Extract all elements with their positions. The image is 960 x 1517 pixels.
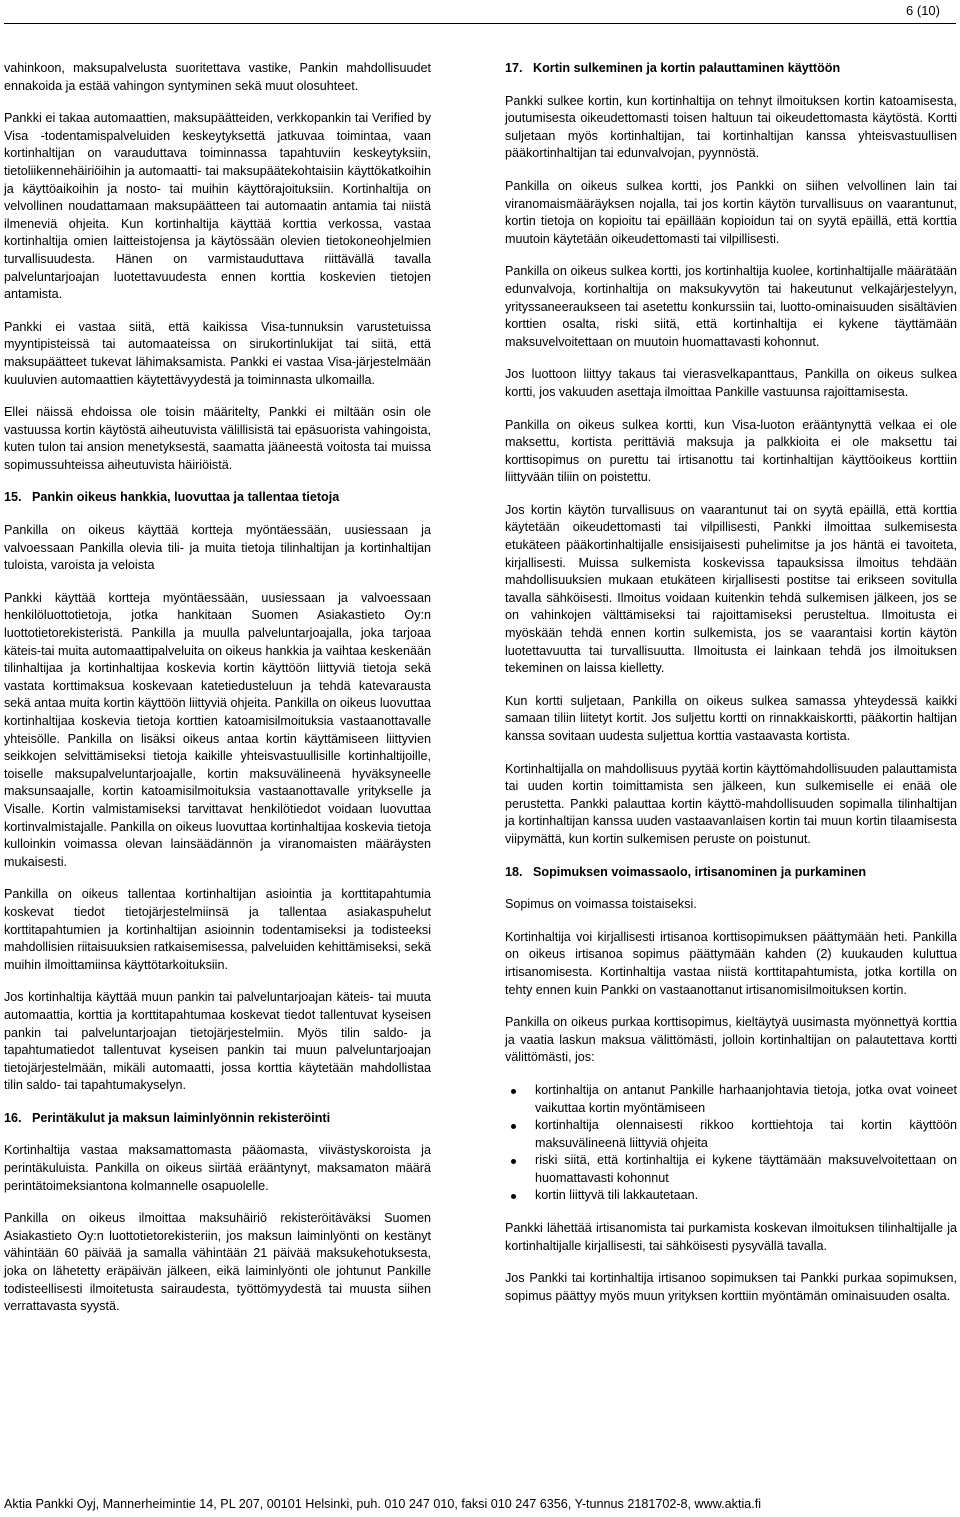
paragraph: Kortinhaltija vastaa maksamattomasta pääomasta, viivästyskoroista ja perintäkuluista. Pankilla on oikeus siirtää erääntynyt, maksamaton määrä perintätoimeksiantona kolmannelle osapuolelle. [4,1143,431,1193]
section-title: Kortin sulkeminen ja kortin palauttaminen käyttöön [533,61,841,75]
list-item: kortinhaltija on antanut Pankille harhaanjohtavia tietoja, jotka ovat voineet vaikuttaa kortin myöntämiseen [535,1082,957,1117]
paragraph: Pankilla on oikeus sulkea kortti, jos kortinhaltija kuolee, kortinhaltijalle määrätään edunvalvoja, kortinhaltija on maksukyvytön tai hakeutunut velkajärjestelyyn, yrityssaneeraukseen tai asetettu konkurssiin tai, luotto-ominaisuuden sisältävien korttien osalta, riski siitä, että kortinhaltija ei kykene täyttämään maksuvelvoitettaan on muutoin huomattavasti kohonnut. [505,264,957,349]
paragraph: Pankilla on oikeus sulkea kortti, kun Visa-luoton erääntynyttä velkaa ei ole maksettu, kortista perittäviä maksuja ja palkkioita ei ole maksettu tai korttisopimus on purettu tai irtisanottu tai kortinhaltijan käyttöoikeus korttiin liittyvään tiliin on poistettu. [505,417,957,485]
section-heading-18 [505,864,957,882]
list-item: kortinhaltija olennaisesti rikkoo korttiehtoja tai kortin käyttöön maksuvälineenä liittyviä ohjeita [535,1117,957,1152]
paragraph: Jos kortinhaltija käyttää muun pankin tai palveluntarjoajan käteis- tai muuta automaattia, korttia ja korttitapahtumaa koskevat tiedot tallentuvat kyseisen pankin tai palveluntarjoajan tietojärjestelmiin. Myös tilin saldo- ja tapahtumatiedot tallentuvat kyseisen pankin tai muun palveluntarjoajan tietojärjestelmään, mikäli automaatti, jossa korttia käytetään mahdollistaa tilin saldo- tai tapahtumakyselyn. [4,990,431,1093]
paragraph: Kortinhaltija voi kirjallisesti irtisanoa korttisopimuksen päättymään heti. Pankilla on oikeus irtisanoa sopimus päättymään kahden (2) kuukauden kuluttua irtisanomisesta. Kortinhaltija vastaa niistä korttitapahtumista, jotka kortilla on tehty ennen kuin Pankki on vastaanottanut irtisanomisilmoituksen kortin. [505,929,957,997]
paragraph: Pankki ei takaa automaattien, maksupäätteiden, verkkopankin tai Verified by Visa -todentamispalveluiden keskeytyksettä jatkuvaa toimintaa, vaan kortinhaltijan on varauduttava toiminnassa tapahtuviin keskeytyksiin, tietoliikennehäiriöihin ja automaatti- tai maksupäätekohtaisiin käyttökatkoihin ja käyttöaikoihin ja nosto- tai muihin käyttörajoituksiin. Kortinhaltija on velvollinen noudattamaan maksupäätteen tai automaatin antamia tai niistä ilmeneviä ohjeita. Kun kortinhaltija käyttää korttia verkossa, vastaa kortinhaltija omien laitteistojensa ja käytössään olevien tietokoneohjelmien turvallisuudesta. Hänen on varmistauduttava riittävällä tavalla palveluntarjoajan luotettavuudesta ennen korttia koskevien tietojen antamista. [4,111,431,302]
paragraph: Pankki lähettää irtisanomista tai purkamista koskevan ilmoituksen tilinhaltijalle ja kortinhaltijalle kirjallisesti, tai sähköisesti pysyvällä tavalla. [505,1221,957,1253]
paragraph: vahinkoon, maksupalvelusta suoritettava vastike, Pankin mahdollisuudet ennakoida ja estää vahingon syntyminen sekä muut olosuhteet. [4,61,431,93]
section-number: 16. [4,1110,22,1125]
header-rule [4,23,956,24]
section-number: 18. [505,864,523,879]
paragraph: Pankilla on oikeus ilmoittaa maksuhäiriö rekisteröitäväksi Suomen Asiakastieto Oy:n luottotietorekisteriin, jos maksun laiminlyönti on kestänyt vähintään 60 päivää ja samalla vähintään 21 päivää maksukehotuksesta, joka on lähetetty eräpäivän jälkeen, eikä laiminlyönti ole johtunut Pankille todisteellisesti ilmoitetusta sairaudesta, työttömyydestä tai muusta siihen verrattavasta syystä. [4,1211,431,1314]
termination-conditions-list [505,1082,957,1205]
section-number: 17. [505,61,523,75]
paragraph: Ellei näissä ehdoissa ole toisin määritelty, Pankki ei miltään osin ole vastuussa kortin käytöstä aiheutuvista välillisistä tai epäsuorista vahingoista, kuten tulon tai ansion menetyksestä, saamatta jääneestä voitosta tai muissa sopimussuhteissa aiheutuvista häiriöistä. [4,405,431,472]
paragraph: Jos kortin käytön turvallisuus on vaarantunut tai on syytä epäillä, että korttia käytetään oikeudettomasti tai vilpillisesti, Pankki ilmoittaa sulkemisesta etukäteen pääkortinhaltijalle ensisijaisesti puhelimitse ja jos häntä ei tavoiteta, kirjallisesti. Muissa sulkemista koskevissa tapauksissa ilmoitus tehdään mahdollisuuksien mukaan etukäteen kirjallisesti postitse tai erikseen sovitulla tavalla sähköisesti. Ilmoitus voidaan kuitenkin tehdä sulkemisen jälkeen, jos se on vahinkojen välttämiseksi tai rajoittamiseksi perusteltua. Ilmoitusta ei myöskään tehdä ennen kortin sulkemista, jos se vaarantaisi kortin käytön luotettavuutta tai turvallisuutta. Ilmoitusta ei lainkaan tehdä jos ilmoituksen tekeminen on laissa kielletty. [505,502,957,676]
paragraph: Pankki käyttää kortteja myöntäessään, uusiessaan ja valvoessaan henkilöluottotietoja, jotka hankitaan Suomen Asiakastieto Oy:n luottotietorekisteristä. Pankilla ja muulla palveluntarjoajalla, joka tarjoaa käteis-tai muita automaattipalveluita on oikeus hankkia ja vaihtaa keskenään tilinhaltijaa ja kortinhaltijaa koskevia kortin käyttöön liittyviä tietoja sekä vastata korttimaksua koskevaan katetiedusteluun ja tehdä katevarausta sekä antaa muita kortin käyttöön liittyviä ohjeita. Pankilla on oikeus luovuttaa kortinhaltijaa koskevia tietoja korttien katoamisilmoituksia vastaanottavalle yhteisölle. Pankilla on lisäksi oikeus antaa kortin käyttämiseen liittyvien seikkojen selvittämiseksi tietoja kaikille yhteisvastuullisille kortinhaltijoille, toiselle maksupalveluntarjoajalle, kortin maksuvälineenä hyväksyneelle maksunsaajalle, kortin katoamisilmoituksia vastaanottavalle yritykselle ja Visalle. Kortin valmistamiseksi tarvittavat henkilötiedot voidaan luovuttaa kortinvalmistajalle. Pankilla on oikeus luovuttaa kortinhaltijaa koskevia tietoja kulloinkin voimassa olevan lainsäädännön ja viranomaisten määräysten mukaisesti. [4,590,431,869]
section-heading-15 [4,489,431,507]
list-item: kortin liittyvä tili lakkautetaan. [535,1187,957,1205]
paragraph: Jos luottoon liittyy takaus tai vierasvelkapanttaus, Pankilla on oikeus sulkea kortti, jos vakuuden asettaja ilmoittaa Pankille vastuunsa rajoittamisesta. [505,367,957,399]
section-heading-16 [4,1110,431,1128]
section-heading-17 [505,60,957,78]
paragraph: Pankilla on oikeus purkaa korttisopimus, kieltäytyä uusimasta myönnettyä korttia ja vaatia laskun maksua välittömästi, jolloin kortinhaltijan on palautettava kortti välittömästi, jos: [505,1015,957,1065]
paragraph: Pankilla on oikeus tallentaa kortinhaltijan asiointia ja korttitapahtumia koskevat tiedot tietojärjestelmiinsä ja tallentaa asiakaspuhelut korttitapahtumien ja kortinhaltijan asioinnin todentamiseksi ja todisteeksi mahdollisien riitaisuuksien ratkaisemisessa, palveluiden kehittämiseksi, sekä muihin ilmoittamiinsa käyttötarkoituksiin. [4,887,431,972]
paragraph: Sopimus on voimassa toistaiseksi. [505,897,697,912]
paragraph: Kun kortti suljetaan, Pankilla on oikeus sulkea samassa yhteydessä kaikki samaan tiliin liitetyt kortit. Jos suljettu kortti on rinnakkaiskortti, pääkortin haltijan kanssa sovitaan uudesta suljettua korttia vastaavasta kortista. [505,693,957,743]
section-title: Pankin oikeus hankkia, luovuttaa ja tallentaa tietoja [32,490,340,505]
section-number: 15. [4,490,22,505]
list-item: riski siitä, että kortinhaltija ei kykene täyttämään maksuvelvoitettaan on huomattavasti kohonnut [535,1152,957,1187]
section-title: Perintäkulut ja maksun laiminlyönnin rekisteröinti [32,1110,331,1125]
paragraph: Pankilla on oikeus sulkea kortti, jos Pankki on siihen velvollinen lain tai viranomaismääräyksen nojalla, tai jos kortin käytön turvallisuus on vaarantunut, kortin tietoja on kopioitu tai epäillään kopioidun tai on syytä epäillä, että korttia muutoin käytetään oikeudettomasti tai vilpillisesti. [505,178,957,246]
right-column [505,60,957,1320]
page-footer: Aktia Pankki Oyj, Mannerheimintie 14, PL 207, 00101 Helsinki, puh. 010 247 010, faksi 010 247 6356, Y-tunnus 2181702-8, www.aktia.fi [4,1497,762,1511]
paragraph: Pankki ei vastaa siitä, että kaikissa Visa-tunnuksin varustetuissa myyntipisteissä tai automaateissa on sirukortinlukijat tai siitä, että maksupäätteet tukevat lähimaksamista. Pankki ei vastaa Visa-järjestelmään kuuluvien automaattien käytettävyydestä ja toiminnasta ulkomailla. [4,319,431,387]
paragraph: Pankilla on oikeus käyttää kortteja myöntäessään, uusiessaan ja valvoessaan Pankilla olevia tili- ja muita tietoja tilinhaltijan ja kortinhaltijan tuloista, varoista ja veloista [4,523,431,573]
paragraph: Pankki sulkee kortin, kun kortinhaltija on tehnyt ilmoituksen kortin katoamisesta, joutumisesta oikeudettomasti toisen haltuun tai oikeudettomasta käytöstä. Kortti suljetaan myös kortinhaltijan, tai kortinhaltijan kanssa yhteisvastuullisen pääkortinhaltijan tai edunvalvojan, pyynnöstä. [505,93,957,161]
section-title: Sopimuksen voimassaolo, irtisanominen ja purkaminen [533,864,867,879]
left-column [4,60,431,1331]
page-number: 6 (10) [906,3,940,18]
paragraph: Kortinhaltijalla on mahdollisuus pyytää kortin käyttömahdollisuuden palauttamista tai uuden kortin toimittamista sen jälkeen, kun sulkemiselle ei enää ole perustetta. Pankki palauttaa kortin käyttö-mahdollisuuden sopimalla tilinhaltijan ja kortinhaltijan kanssa uuden vastaavanlaisen kortin tai muun kortin tilaamisesta viipymättä, kun kortin sulkemisen peruste on poistunut. [505,761,957,846]
paragraph: Jos Pankki tai kortinhaltija irtisanoo sopimuksen tai Pankki purkaa sopimuksen, sopimus päättyy myös muun yrityksen korttiin myöntämän ominaisuuden osalta. [505,1271,957,1303]
